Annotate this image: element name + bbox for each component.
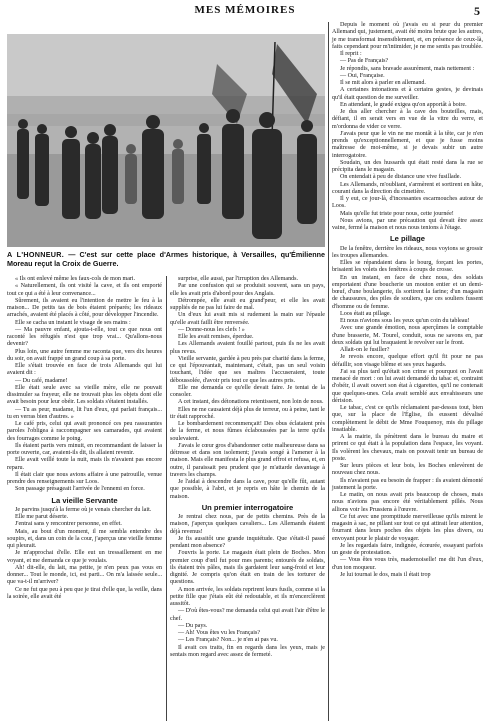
- paragraph: Je dus aller chercher à la cave des bouteilles, mais, défiant, il en serait vers en vue de la vitre du verre, et m'ordonna de vider ce verre.: [332, 109, 483, 130]
- article-column-1: [7, 276, 162, 601]
- paragraph: A la mairie, ils pénètrent dans le bureau du maire et prirent ce qui était à la population dans l'espace, les voyant. Ils volèrent les chevaux, mais on pouvait tenir un bureau de poste.: [332, 434, 483, 462]
- paragraph: On entendait à peu de distance une vive fusillade.: [340, 174, 461, 181]
- photograph-scene: [7, 34, 325, 247]
- paragraph: Allait-on le fusiller?: [340, 347, 390, 353]
- paragraph: Et nous n'avions sous les yeux qu'un coin du tableau!: [340, 318, 470, 324]
- paragraph: « Ils ont enlevé même les faux-cols de mon mari.: [15, 276, 136, 282]
- paragraph: Elle me demanda ce qu'elle devait faire. Je tentai de la consoler.: [170, 384, 325, 398]
- paragraph: Ce ne fut que peu à peu que je tirai d'elle que, la veille, dans la soirée, elle avait été: [7, 586, 162, 600]
- article-column-2: [170, 276, 325, 659]
- paragraph: J'ouvris la porte. Le magasin était plein de Boches. Mon premier coup d'œil fut pour mes parents; entourés de soldats, ils étaient très pâles, mais ils gardaient leur sang-froid et leur dignité. Je compris qu'on était en train de les torturer de questions.: [170, 550, 325, 586]
- paragraph: J'ai su plus tard qu'était son crime et pourquoi on l'avait menacé de mort : on lui avait demandé du tabac et, contraint d'obéir, il avait ouvert son état à cigarettes, qu'il ne contenait que quelques-unes. Cela avait semblé aux envahisseurs une dérision.: [332, 368, 483, 404]
- paragraph: J'avais le cœur gros d'abandonner cette malheureuse dans sa détresse et dans son isolement; j'avais songé à l'amener à la maison. Mais elle manifesta le plus grand effroi et refusa, et, en outre, il paraissait peu prudent que je m'attarde davantage à travers les champs.: [170, 442, 325, 478]
- paragraph: Son passage présageait l'arrivée de l'ennemi en force.: [15, 486, 145, 493]
- paragraph: Je les regardais faire, indignée, écœurée, essayant parfois un geste de protestation.: [332, 542, 483, 556]
- header-title: MES MÉMOIRES: [194, 4, 296, 16]
- paragraph: Loos était au pillage.: [340, 310, 392, 317]
- paragraph: — Ma pauvre enfant, ajouta-t-elle, tout ce que nous ont raconté les réfugiés n'est que trop vrai... Qu'allons-nous devenir?: [7, 326, 162, 348]
- section-heading: Un premier interrogatoire: [201, 502, 294, 512]
- paragraph: Par une confusion qui se produisit souvent, sans un pays, elle les avait pris d'abord pour des Anglais.: [170, 283, 325, 297]
- paragraph: Elle avait veillé toute la nuit, mais ils n'avaient pas encore reparu.: [7, 457, 162, 471]
- caption-text: — C'est sur cette place d'Armes historique, à Versailles, qu'Émilienne Moreau reçut la Croix de Guerre.: [7, 250, 326, 268]
- paragraph: En attendant, le gradé exigea qu'on apportât à boire.: [340, 101, 467, 108]
- article-column-3: [332, 22, 483, 579]
- photograph: [7, 34, 325, 247]
- paragraph: Mais qu'elle fut triste pour nous, cette journée!: [340, 210, 454, 217]
- paragraph: « Naturellement, ils ont visité la cave, et ils ont emporté tout ce qui a été à leur convenance...: [7, 283, 162, 297]
- paragraph: Elle s'était trouvée en face de trois Allemands qui lui avaient dit :: [7, 363, 162, 377]
- paragraph: Elle était seule avec sa vieille mère, elle ne pouvait dissimuler sa frayeur, elle ne trouvait plus les objets dont elle avait besoin pour leur obéir. Les soldats s'étaient installés.: [7, 384, 162, 406]
- paragraph: — Du pays.: [178, 622, 208, 629]
- paragraph: Le bombardement recommençait! Des obus éclataient près de la ferme, et nous fûmes éclaboussées par la terre qu'ils soulevaient.: [170, 421, 325, 442]
- paragraph: Depuis le moment où j'avais eu si peur du premier Allemand qui, justement, avait été moins brute que les autres, je me transformai insensiblement, et, en présence de ceux-là, faits cependant pour m'intimider, je ne me sentis pas troublée.: [332, 22, 483, 50]
- paragraph: A cet instant, des détonations retentissent, non loin de nous.: [178, 399, 324, 406]
- paragraph: En un instant, en face de chez nous, des soldats emportaient d'une boucherie un mouton entier et un demi-bœuf, d'une boulangerie, ils sortirent la farine; d'un magasin de chaussures, des piles de souliers, que ces souliers fussent d'homme ou de femme.: [332, 274, 483, 310]
- paragraph: Je fis aussitôt une grande inquiétude. Que s'était-il passé pendant mon absence?: [170, 535, 325, 549]
- paragraph: Il y eut, ce jour-là, d'incessantes escarmouches autour de Loos.: [332, 196, 483, 210]
- paragraph: Le matin, on nous avait pris beaucoup de choses, mais nous n'avions pas encore été véritablement pillés. Nous allions voir les Prussiens à l'œuvre.: [332, 492, 483, 513]
- paragraph: Il était clair que nous avions affaire à une patrouille, venue prendre des renseignements sur Loos.: [7, 471, 162, 485]
- paragraph: Il reprit :: [340, 51, 362, 57]
- paragraph: — D'où êtes-vous? me demanda celui qui avait l'air d'être le chef.: [170, 608, 325, 622]
- paragraph: Je parvins jusqu'à la ferme où je venais chercher du lait.: [15, 506, 152, 513]
- paragraph: Détrompée, elle avait eu grand'peur, et elle les avait suppliés de ne pas lui faire de mal.: [170, 297, 325, 311]
- paragraph: A certaines intonations et à certains gestes, je devinais qu'il était question de me surveiller.: [332, 87, 483, 101]
- paragraph: — Ah! Vous êtes vu les Français?: [178, 630, 261, 636]
- section-heading: Le pillage: [389, 234, 426, 244]
- paragraph: Sûrement, ils avaient eu l'intention de mettre le feu à la maison... De petits tas de bois étaient préparés; les rideaux arrachés, avaient été placés à côté, pour développer l'incendie.: [7, 297, 162, 319]
- paragraph: — Les Français? Non... je n'en ai pas vu.: [178, 637, 278, 644]
- paragraph: Elle me parut déserte.: [15, 514, 69, 520]
- paragraph: Elles ne me causaient déjà plus de terreur, ou à peine, tant le tir était rapproché.: [170, 406, 325, 420]
- paragraph: J'entrai sans y rencontrer personne, en effet.: [15, 521, 122, 528]
- paragraph: Mais, au bout d'un moment, il me sembla entendre des soupirs, et, dans un coin de la cour, j'aperçus une vieille femme qui pleurait.: [7, 528, 162, 549]
- paragraph: Elle les avait remises, éperdue.: [178, 334, 254, 340]
- paragraph: Ah! dit-elle, du lait, ma petite, je n'en peux pas vous en donner... Tout le monde, ici, est parti... On m'a laissée seule... que va-t-il m'arriver?: [7, 564, 162, 586]
- paragraph: A mon arrivée, les soldats reprirent leurs fusils, comme si la petite fille que j'étais eût été redoutable, et ils m'encerclèrent aussitôt.: [170, 586, 325, 607]
- paragraph: — Pas de Français?: [340, 58, 389, 65]
- photo-caption: [7, 250, 325, 268]
- paragraph: Je rentrai chez nous, par de petits chemins. Près de la maison, j'aperçus quelques cavaliers... Les Allemands étaient déjà revenus!: [170, 514, 325, 535]
- paragraph: Les Allemands, m'oubliant, s'armèrent et sortirent en hâte, courant dans la direction du cimetière.: [332, 181, 483, 195]
- paragraph: Je revois encore, quelque effort qu'il fit pour ne pas défaillir, son visage blême et ses yeux hagards.: [332, 354, 483, 368]
- paragraph: Je l'aidai à descendre dans la cave, pour qu'elle fût, autant que possible, à l'abri, et je repris en hâte le chemin de la maison.: [170, 479, 325, 500]
- paragraph: Il se mit alors à parler en allemand.: [340, 80, 426, 86]
- paragraph: Ils n'avaient pas eu besoin de frapper : ils avaient démonté justement la porte.: [332, 477, 483, 491]
- paragraph: surprise, elle aussi, par l'irruption des Allemands.: [178, 276, 299, 282]
- caption-lead: A L'HONNEUR.: [7, 250, 65, 259]
- column-divider: [328, 22, 329, 721]
- paragraph: Les Allemands avaient fouillé partout, puis ils ne les avait plus revus.: [170, 341, 325, 355]
- paragraph: Il avait ces traits, fin en regards dans les yeux, mais je sentais mon regard avec assez de fermeté.: [170, 644, 325, 658]
- paragraph: J'avais peur que le vin ne me montât à la tête, car je n'en prends qu'exceptionnellement, et que je fusse moins maîtresse de moi-même, si je devais subir un autre interrogatoire.: [332, 130, 483, 159]
- paragraph: Ils étaient partis vers minuit, en recommandant de laisser la porte ouverte, car, avaient-ils dit, ils allaient revenir.: [7, 442, 162, 456]
- paragraph: — Donne-nous les clefs ! »: [178, 326, 245, 333]
- paragraph: Nous avions, par une précaution qui devait être assez vaine, fermé la maison et nous nous tenions à l'étage.: [332, 217, 483, 231]
- column-divider: [166, 276, 167, 721]
- paragraph: Avec une grande émotion, nous aperçûmes le comptable d'une brasserie, M. Tourel, conduit, sous ne savons en, par deux soldats qui lui braquaient le revolver sur le front.: [332, 325, 483, 346]
- paragraph: Un d'eux lui avait mis si rudement la main sur l'épaule qu'elle avait failli être renversée.: [170, 312, 325, 326]
- paragraph: Ce fut avec une promptitude merveilleuse qu'ils mirent le magasin à sac, ne pillant sur tout ce qui attirait leur attention, fourrant dans leurs poches des objets les plus divers, ou envoyant pour le plaisir de voyager.: [332, 513, 483, 542]
- paragraph: Sur leurs pièces et leur bois, les Boches enlevèrent de nouveau chez nous.: [332, 463, 483, 477]
- paragraph: Plus loin, une autre femme me raconta que, vers dix heures du soir, on avait frappé un grand coup à sa porte.: [7, 348, 162, 362]
- paragraph: — Tu as peur, madame, lit l'un d'eux, qui parlait français... tu en verras bien d'autres. »: [7, 406, 162, 420]
- page-number: 5: [474, 4, 480, 18]
- paragraph: De la fenêtre, derrière les rideaux, nous voyions se grossir les troupes allemandes.: [332, 245, 483, 259]
- paragraph: Je lui tournai le dos, mais il était trop: [340, 571, 431, 578]
- paragraph: Je m'approchai d'elle. Elle eut un tressaillement en me voyant, et me demanda ce que je voulais.: [7, 550, 162, 564]
- paragraph: Le café pris, celui qui avait prononcé ces peu rassurantes paroles l'obligea à raccompagner ses camarades, qui avaient des fourrages comme le poing.: [7, 421, 162, 442]
- paragraph: — Du café, madame!: [15, 377, 68, 384]
- paragraph: — Vous êtes vous très, mademoiselle! me dit l'un d'eux, d'un ton moqueur.: [332, 557, 483, 571]
- running-header: [0, 4, 490, 20]
- paragraph: Le tabac, c'est ce qu'ils réclamaient par-dessus tout, bien que, sur la place de l'Église, ils eussent dévalisé complètement le débit de Mme Fouquenoy, mis du pillage insatiable.: [332, 405, 483, 433]
- paragraph: Elle se cacha un instant le visage de ses mains :: [15, 319, 131, 326]
- paragraph: Je répondis, sans bravade assurément, mais nettement :: [340, 65, 475, 72]
- paragraph: Vieille servante, gardée à peu près par charité dans la ferme, ce qui l'épouvantait, maintenant, c'était, pas un seul voisin touchant, l'idée que ses maîtres l'accuseraient, toute déboussolée, d'avoir pris tout ce que les autres pris.: [170, 355, 325, 384]
- paragraph: Elles se répandaient dans le bourg, forçant les portes, brisaient les volets des fenêtres à coups de crosse.: [332, 260, 483, 274]
- paragraph: Soudain, un des hussards qui était resté dans la rue se précipita dans le magasin.: [332, 159, 483, 173]
- section-heading: La vieille Servante: [51, 495, 118, 505]
- paragraph: — Oui, Française.: [340, 72, 385, 79]
